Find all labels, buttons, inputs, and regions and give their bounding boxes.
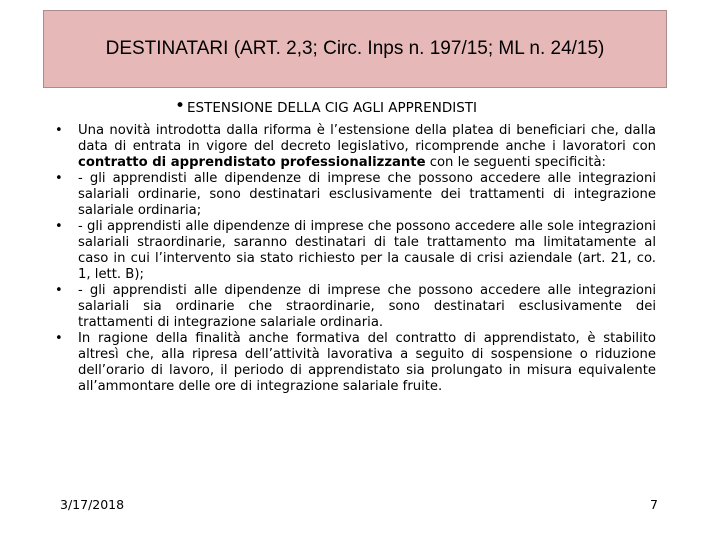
bullet-icon: • [55,331,63,346]
list-item [55,123,656,171]
page-number: 7 [650,497,658,512]
item-text: In ragione della finalità anche formativa del contratto di apprendistato, è stabilito altresì che, alla ripresa dell’attività lavorativa a seguito di sospensione o riduzione dell’orario di lavoro, il periodo di apprendistato sia prolungato in misura equivalente all’ammontare delle ore di integrazione salariale fruite. [78,331,656,394]
bullet-icon: • [55,123,63,138]
list-item [55,283,656,331]
bullet-icon: • [175,96,186,116]
subheading-text: ESTENSIONE DELLA CIG AGLI APPRENDISTI [187,100,477,116]
footer-date: 3/17/2018 [60,497,125,512]
slide-title: DESTINATARI (ART. 2,3; Circ. Inps n. 197/15; ML n. 24/15) [105,38,605,59]
item-text: - gli apprendisti alle dipendenze di imprese che possono accedere alle integrazioni salariali ordinarie, sono destinatari esclusivamente dei trattamenti di integrazione salariale ordinaria; [78,171,656,218]
title-box [43,10,667,88]
item-text: - gli apprendisti alle dipendenze di imprese che possono accedere alle sole integrazioni salariali straordinarie, saranno destinatari di tale trattamento ma limitatamente al caso in cui l’intervento sia stato richiesto per la causale di crisi aziendale (art. 21, co. 1, lett. B); [78,219,656,282]
item-text: - gli apprendisti alle dipendenze di imprese che possono accedere alle integrazioni salariali sia ordinarie che straordinarie, sono destinatari esclusivamente dei trattamenti di integrazione salariale ordinaria. [78,283,656,330]
list-item [55,219,656,283]
item-text-after: con le seguenti specificità: [425,155,606,170]
list-item [55,331,656,395]
list-item [55,171,656,219]
subheading [175,96,477,116]
bullet-icon: • [55,219,63,234]
bullet-icon: • [55,283,63,298]
bullet-list [55,123,656,395]
item-bold-text: contratto di apprendistato professionalizzante [78,155,426,170]
item-text: Una novità introdotta dalla riforma è l’estensione della platea di beneficiari che, dalla data di entrata in vigore del decreto legislativo, ricomprende anche i lavoratori con [78,123,656,154]
bullet-icon: • [55,171,63,186]
